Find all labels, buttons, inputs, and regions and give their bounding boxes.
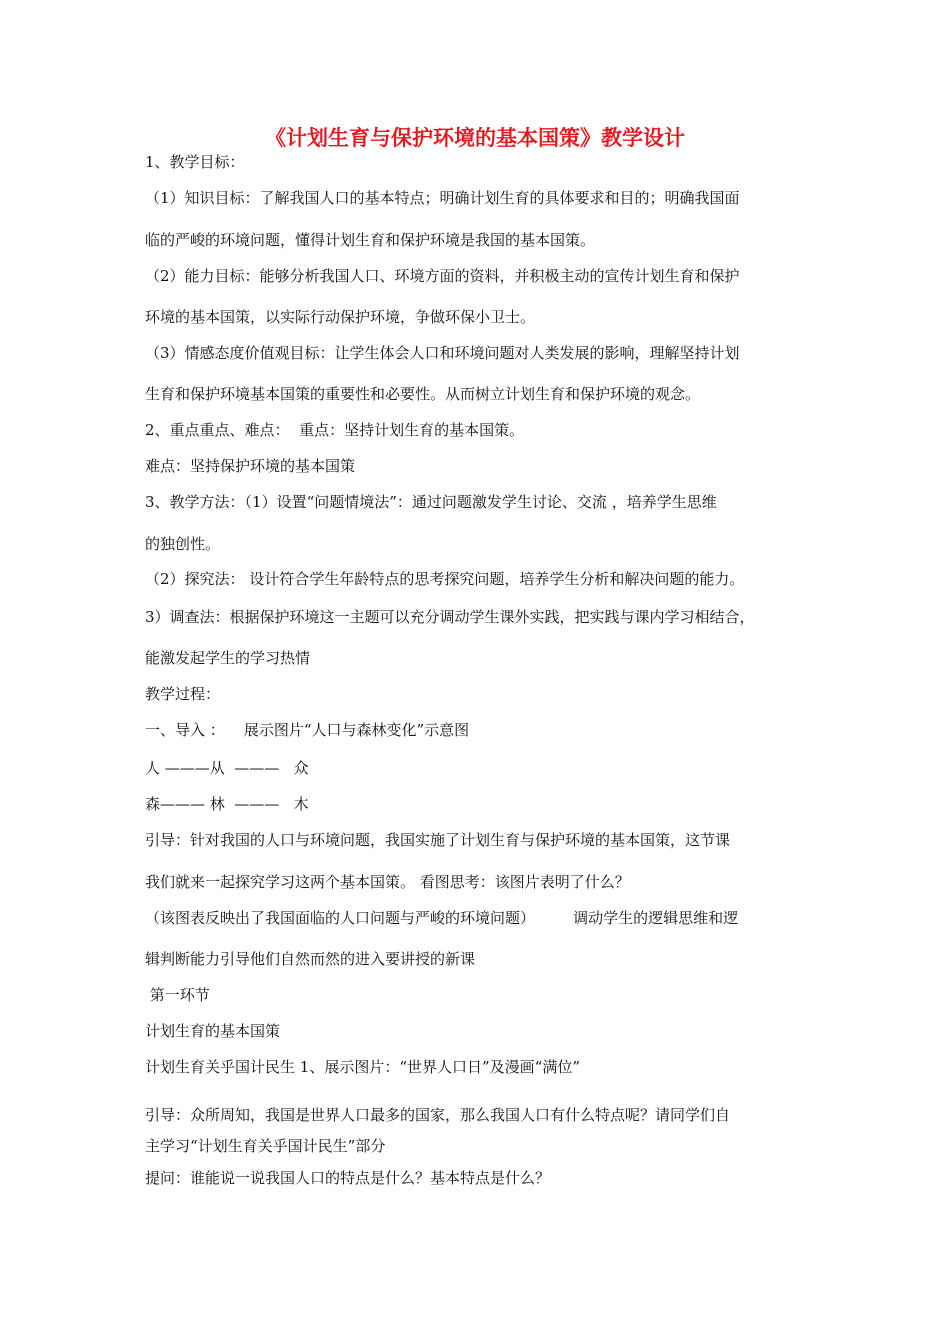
text-line: 难点：坚持保护环境的基本国策 [145,457,356,475]
text-line: 提问：谁能说一说我国人口的特点是什么？基本特点是什么？ [145,1169,551,1187]
text-line: 引导：针对我国的人口与环境问题，我国实施了计划生育与保护环境的基本国策，这节课 [145,831,731,849]
text-line: 一、导入 ： 展示图片“人口与森林变化”示意图 [145,721,470,739]
text-line: 引导：众所周知，我国是世界人口最多的国家，那么我国人口有什么特点呢？请同学们自 [145,1106,731,1124]
text-line: （该图表反映出了我国面临的人口问题与严峻的环境问题） 调动学生的逻辑思维和逻 [145,909,739,927]
text-line: 森——— 林 ——— 木 [145,795,309,813]
text-line: （2）能力目标：能够分析我国人口、环境方面的资料，并积极主动的宣传计划生育和保护 [145,267,740,285]
text-line: 主学习“计划生育关乎国计民生”部分 [145,1137,386,1155]
text-line: 的独创性。 [145,535,221,553]
text-line: 教学过程： [145,685,221,703]
text-line: 3、教学方法：（1）设置“问题情境法”：通过问题激发学生讨论、交流 ，培养学生思维 [145,493,717,511]
text-line: 临的严峻的环境问题，懂得计划生育和保护环境是我国的基本国策。 [145,231,596,249]
text-line: 1、教学目标： [145,153,245,171]
text-line: 3）调查法：根据保护环境这一主题可以充分调动学生课外实践，把实践与课内学习相结合， [145,608,755,626]
text-line: 2、重点重点、难点： 重点：坚持计划生育的基本国策。 [145,421,525,439]
text-line: 第一环节 [145,986,210,1004]
text-line: 能激发起学生的学习热情 [145,649,311,667]
text-line: 环境的基本国策，以实际行动保护环境，争做环保小卫士。 [145,308,536,326]
text-line: 生育和保护环境基本国策的重要性和必要性。从而树立计划生育和保护环境的观念。 [145,385,701,403]
document-title: 《计划生育与保护环境的基本国策》教学设计 [265,125,685,150]
text-line: 辑判断能力引导他们自然而然的进入要讲授的新课 [145,950,476,968]
text-line: （2）探究法： 设计符合学生年龄特点的思考探究问题，培养学生分析和解决问题的能力。 [145,570,745,588]
text-line: 计划生育关乎国计民生 1、展示图片：“世界人口日”及漫画“满位” [145,1058,580,1076]
text-line: （3）情感态度价值观目标：让学生体会人口和环境问题对人类发展的影响，理解坚持计划 [145,344,740,362]
text-line: 我们就来一起探究学习这两个基本国策。 看图思考：该图片表明了什么？ [145,873,630,891]
text-line: （1）知识目标：了解我国人口的基本特点；明确计划生育的具体要求和目的；明确我国面 [145,189,740,207]
text-line: 计划生育的基本国策 [145,1022,281,1040]
text-line: 人 ———从 ——— 众 [145,759,309,777]
